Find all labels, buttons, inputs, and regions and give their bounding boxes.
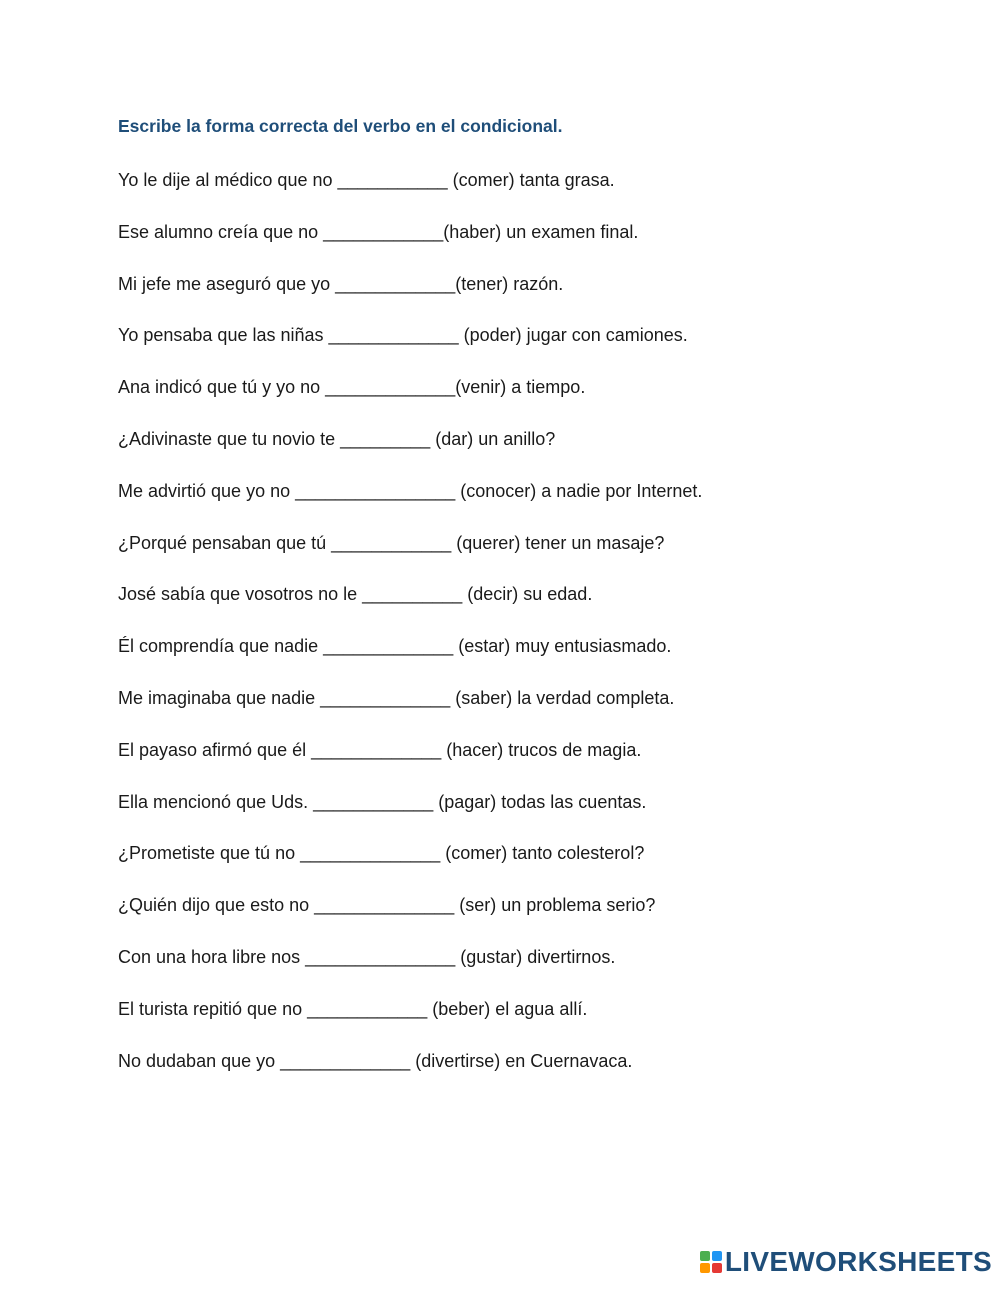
exercise-item-18: No dudaban que yo _____________ (divertirse) en Cuernavaca. xyxy=(118,1050,633,1071)
instruction-heading: Escribe la forma correcta del verbo en el condicional. xyxy=(118,116,563,136)
exercise-item-10: Él comprendía que nadie _____________ (estar) muy entusiasmado. xyxy=(118,636,672,657)
exercise-item-15: ¿Quién dijo que esto no ______________ (ser) un problema serio? xyxy=(118,895,656,916)
liveworksheets-logo xyxy=(700,1247,992,1277)
exercise-item-2: Ese alumno creía que no ____________(haber) un examen final. xyxy=(118,221,639,242)
logo-block-e xyxy=(712,1263,722,1273)
exercise-item-7: Me advirtió que yo no ________________ (conocer) a nadie por Internet. xyxy=(118,480,703,501)
logo-block-l xyxy=(700,1251,710,1261)
exercise-item-12: El payaso afirmó que él _____________ (hacer) trucos de magia. xyxy=(118,739,642,760)
exercise-item-1: Yo le dije al médico que no ___________ (comer) tanta grasa. xyxy=(118,170,615,190)
exercise-item-13: Ella mencionó que Uds. ____________ (pagar) todas las cuentas. xyxy=(118,791,647,812)
exercise-item-6: ¿Adivinaste que tu novio te _________ (dar) un anillo? xyxy=(118,428,556,449)
exercise-item-4: Yo pensaba que las niñas _____________ (poder) jugar con camiones. xyxy=(118,325,688,346)
exercise-item-17: El turista repitió que no ____________ (beber) el agua allí. xyxy=(118,998,588,1019)
exercise-item-16: Con una hora libre nos _______________ (gustar) divertirnos. xyxy=(118,946,616,967)
exercise-item-9: José sabía que vosotros no le __________ (decir) su edad. xyxy=(118,584,593,605)
logo-blocks-icon xyxy=(700,1251,722,1273)
exercise-list xyxy=(118,168,702,1100)
logo-text: LIVEWORKSHEETS xyxy=(724,1246,992,1277)
exercise-item-3: Mi jefe me aseguró que yo ____________(tener) razón. xyxy=(118,273,564,294)
exercise-item-14: ¿Prometiste que tú no ______________ (comer) tanto colesterol? xyxy=(118,843,645,864)
logo-block-i xyxy=(712,1251,722,1261)
exercise-item-5: Ana indicó que tú y yo no _____________(venir) a tiempo. xyxy=(118,377,586,398)
exercise-item-8: ¿Porqué pensaban que tú ____________ (querer) tener un masaje? xyxy=(118,532,665,553)
exercise-item-11: Me imaginaba que nadie _____________ (saber) la verdad completa. xyxy=(118,687,675,708)
logo-block-v xyxy=(700,1263,710,1273)
